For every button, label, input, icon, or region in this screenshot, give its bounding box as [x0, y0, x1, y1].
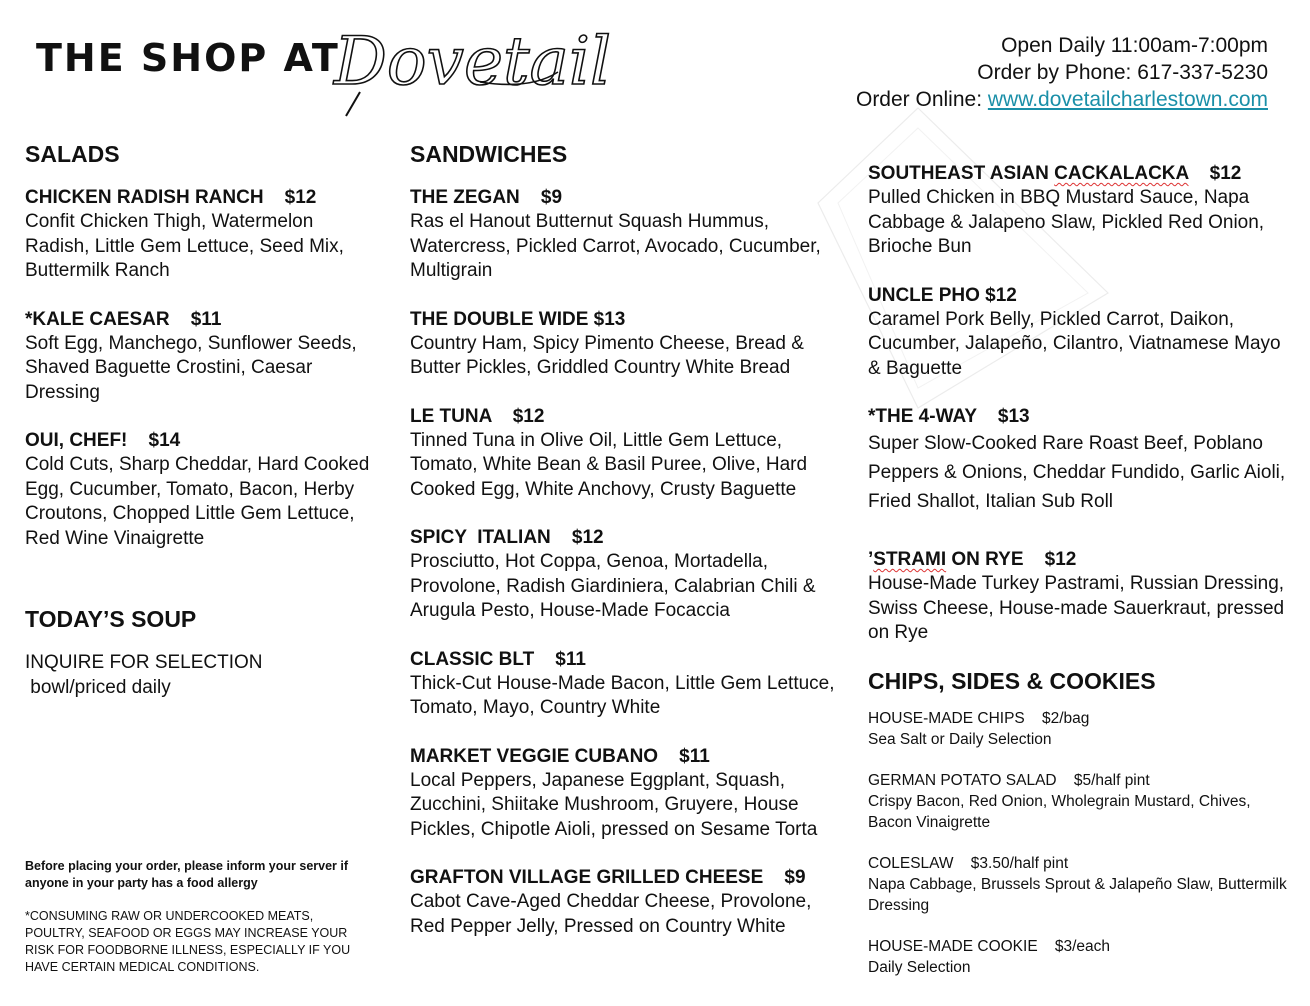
menu-item [868, 548, 1293, 646]
side-desc: Daily Selection [868, 958, 971, 976]
online-label: Order Online: [855, 88, 988, 111]
item-desc: Country Ham, Spicy Pimento Cheese, Bread & Butter Pickles, Griddled Country White Bread [410, 332, 804, 378]
menu-item [410, 186, 840, 284]
soup-section [25, 605, 375, 700]
item-name-part: ’ [868, 549, 874, 570]
item-name: *THE 4-WAY $13 [868, 406, 1030, 427]
item-desc: Cold Cuts, Sharp Cheddar, Hard Cooked Egg, Cucumber, Tomato, Bacon, Herby Croutons, Chopped Little Gem Lettuce, Red Wine Vinaigrette [25, 454, 370, 549]
item-name: GRAFTON VILLAGE GRILLED CHEESE $9 [410, 867, 806, 888]
side-name: HOUSE-MADE CHIPS $2/bag [868, 709, 1090, 727]
item-desc: Tinned Tuna in Olive Oil, Little Gem Lettuce, Tomato, White Bean & Basil Puree, Olive, Hard Cooked Egg, White Anchovy, Crusty Baguette [410, 429, 808, 500]
side-item [868, 937, 1293, 978]
side-item [868, 771, 1293, 833]
logo [34, 12, 612, 112]
item-desc: Confit Chicken Thigh, Watermelon Radish, Little Gem Lettuce, Seed Mix, Buttermilk Ranch [25, 211, 344, 281]
menu-item [410, 648, 840, 721]
svg-text:Dovetail: Dovetail [334, 23, 612, 100]
menu-item [25, 429, 375, 551]
item-desc: Thick-Cut House-Made Bacon, Little Gem Lettuce, Tomato, Mayo, Country White [410, 672, 835, 718]
side-item [868, 854, 1293, 916]
item-name: SPICY ITALIAN $12 [410, 527, 604, 548]
item-desc: Ras el Hanout Butternut Squash Hummus, Watercress, Pickled Carrot, Avocado, Cucumber, Multigrain [410, 211, 821, 281]
more-sandwiches-column [868, 162, 1293, 999]
menu-item [410, 745, 840, 843]
item-name: CLASSIC BLT $11 [410, 648, 586, 670]
salads-title: SALADS [25, 141, 120, 167]
menu-item [25, 186, 375, 284]
item-name-part: SOUTHEAST ASIAN [868, 163, 1055, 184]
item-name: LE TUNA $12 [410, 405, 545, 427]
phone-text: Order by Phone: 617-337-5230 [977, 61, 1268, 84]
website-link[interactable]: www.dovetailcharlestown.com [987, 88, 1268, 111]
side-item [868, 709, 1293, 750]
item-desc: Soft Egg, Manchego, Sunflower Seeds, Shaved Baguette Crostini, Caesar Dressing [25, 332, 357, 403]
logo-script [330, 12, 612, 112]
item-name: UNCLE PHO $12 [868, 284, 1017, 306]
item-desc: Caramel Pork Belly, Pickled Carrot, Daikon, Cucumber, Jalapeño, Cilantro, Viatnamese Mayo & Baguette [868, 308, 1281, 379]
side-name: GERMAN POTATO SALAD $5/half pint [868, 771, 1150, 789]
item-desc: Cabot Cave-Aged Cheddar Cheese, Provolone, Red Pepper Jelly, Pressed on Country White [410, 891, 812, 937]
item-price: ON RYE $12 [946, 549, 1077, 570]
item-desc: Local Peppers, Japanese Eggplant, Squash, Zucchini, Shiitake Mushroom, Gruyere, House Pickles, Chipotle Aioli, pressed on Sesame Torta [410, 769, 818, 840]
item-price: $12 [1188, 163, 1242, 184]
menu-item [410, 308, 840, 381]
menu-item [868, 162, 1293, 260]
item-name: CHICKEN RADISH RANCH $12 [25, 187, 317, 208]
item-name: *KALE CAESAR $11 [25, 308, 222, 330]
side-desc: Sea Salt or Daily Selection [868, 730, 1052, 748]
item-name: THE ZEGAN $9 [410, 187, 563, 208]
sides-title: CHIPS, SIDES & COOKIES [868, 667, 1156, 694]
salads-column [25, 140, 375, 700]
menu-item [868, 405, 1293, 516]
item-desc: Super Slow-Cooked Rare Roast Beef, Poblano Peppers & Onions, Cheddar Fundido, Garlic Aioli, Fried Shallot, Italian Sub Roll [868, 433, 1286, 512]
side-name: COLESLAW $3.50/half pint [868, 854, 1069, 872]
soup-line-2: bowl/priced daily [25, 676, 171, 698]
item-name: THE DOUBLE WIDE $13 [410, 308, 626, 330]
item-name: MARKET VEGGIE CUBANO $11 [410, 745, 710, 767]
contact-info [856, 32, 1268, 113]
allergy-note: Before placing your order, please inform your server if anyone in your party has a food allergy [25, 859, 349, 890]
sandwiches-column [410, 140, 840, 963]
side-desc: Napa Cabbage, Brussels Sprout & Jalapeño Slaw, Buttermilk Dressing [868, 875, 1287, 914]
item-desc: Pulled Chicken in BBQ Mustard Sauce, Napa Cabbage & Jalapeno Slaw, Pickled Red Onion, Brioche Bun [868, 187, 1265, 257]
menu-item [410, 526, 840, 624]
item-name: OUI, CHEF! $14 [25, 430, 181, 451]
menu-item [410, 866, 840, 939]
item-name [868, 548, 1293, 572]
soup-line-1: INQUIRE FOR SELECTION [25, 652, 263, 673]
item-desc: Prosciutto, Hot Coppa, Genoa, Mortadella, Provolone, Radish Giardiniera, Calabrian Chili & Arugula Pesto, House-Made Focaccia [410, 551, 816, 621]
spellcheck-word: STRAMI [873, 549, 947, 570]
side-name: HOUSE-MADE COOKIE $3/each [868, 937, 1111, 955]
logo-prefix: THE SHOP AT [36, 36, 340, 80]
soup-title: TODAY’S SOUP [25, 606, 197, 632]
item-name [868, 162, 1293, 186]
menu-item [410, 405, 840, 503]
item-desc: House-Made Turkey Pastrami, Russian Dressing, Swiss Cheese, House-made Sauerkraut, pressed on Rye [868, 573, 1285, 643]
allergy-notes [25, 858, 370, 976]
hours-text: Open Daily 11:00am-7:00pm [1001, 34, 1268, 57]
menu-item [868, 284, 1293, 382]
consumer-warning: *CONSUMING RAW OR UNDERCOOKED MEATS, POULTRY, SEAFOOD OR EGGS MAY INCREASE YOUR RISK FOR FOODBORNE ILLNESS, ESPECIALLY IF YOU HAVE CERTAIN MEDICAL CONDITIONS. [25, 909, 351, 974]
spellcheck-word: CACKALACKA [1054, 163, 1189, 184]
sandwiches-title: SANDWICHES [410, 141, 568, 167]
menu-item [25, 308, 375, 406]
side-desc: Crispy Bacon, Red Onion, Wholegrain Mustard, Chives, Bacon Vinaigrette [868, 792, 1251, 831]
